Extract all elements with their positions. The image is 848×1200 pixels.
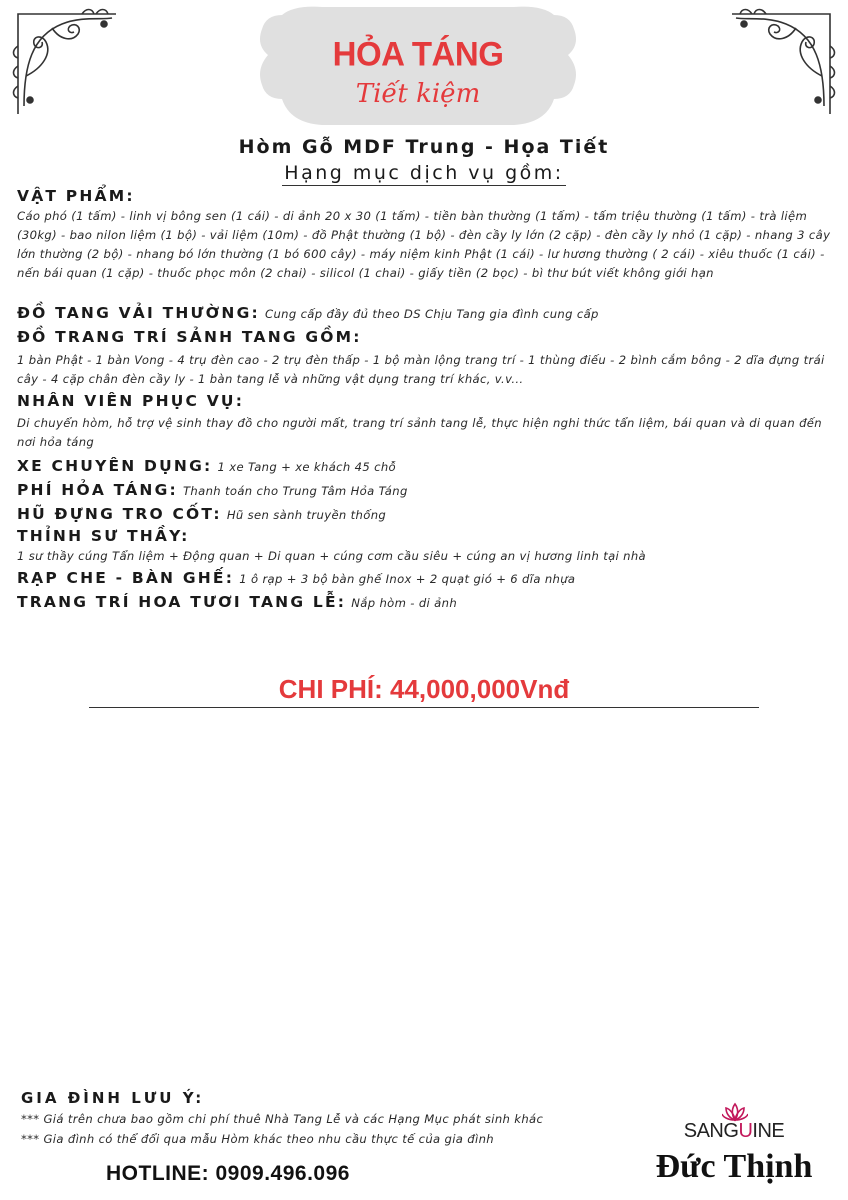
section-xe [17, 454, 832, 478]
section-text: Hũ sen sành truyền thống [226, 508, 387, 522]
divider [89, 707, 759, 708]
section-hoa-tuoi [17, 590, 832, 614]
logo-brand-accent: U [738, 1120, 753, 1142]
logo-name: Đức Thịnh [655, 1148, 813, 1185]
scope-title-text: Hạng mục dịch vụ gồm: [284, 162, 564, 184]
section-label: ĐỒ TRANG TRÍ SẢNH TANG GỒM: [17, 328, 362, 346]
section-vat-pham [17, 186, 832, 283]
corner-ornament-right-icon [728, 6, 836, 118]
section-text: 1 ô rạp + 3 bộ bàn ghế Inox + 2 quạt gió + 6 dĩa nhựa [239, 572, 576, 586]
section-label: TRANG TRÍ HOA TƯƠI TANG LỄ: [17, 593, 347, 611]
section-text: 1 bàn Phật - 1 bàn Vong - 4 trụ đèn cao - 2 trụ đèn thấp - 1 bộ màn lộng trang trí - 1 thùng điếu - 2 bình cắm bông - 2 dĩa đựng trái cây - 4 cặp chân đèn cầy ly - 1 bàn tang lễ và những vật dụng trang trí khác, v.v... [17, 353, 825, 386]
total-cost: CHI PHÍ: 44,000,000Vnđ [278, 674, 570, 704]
section-text: Nắp hòm - di ảnh [351, 596, 458, 610]
lotus-icon [722, 1102, 748, 1122]
section-thinh-su [17, 526, 832, 566]
section-label: RẠP CHE - BÀN GHẾ: [17, 569, 235, 587]
section-text: 1 xe Tang + xe khách 45 chỗ [217, 460, 396, 474]
logo-brand-part: INE [752, 1120, 785, 1142]
section-text: Thanh toán cho Trung Tâm Hỏa Táng [183, 484, 408, 498]
section-rap-che [17, 566, 832, 590]
section-hu-dung [17, 502, 832, 526]
hotline: HOTLINE: 0909.496.096 [106, 1162, 350, 1185]
corner-ornament-left-icon [12, 6, 120, 118]
section-text: 1 sư thầy cúng Tẩn liệm + Động quan + Di quan + cúng cơm cầu siêu + cúng an vị hương linh tại nhà [17, 549, 646, 563]
brand-logo [634, 1100, 834, 1192]
section-label: XE CHUYÊN DỤNG: [17, 457, 213, 475]
logo-brand [634, 1120, 834, 1143]
section-label: ĐỒ TANG VẢI THƯỜNG: [17, 304, 260, 322]
section-label: VẬT PHẨM: [17, 187, 135, 205]
note-item: *** Gia đình có thể đổi qua mẫu Hòm khác theo nhu cầu thực tế của gia đình [21, 1132, 494, 1146]
family-notes [21, 1088, 661, 1149]
product-title: Hòm Gỗ MDF Trung - Họa Tiết [238, 136, 610, 158]
service-list [17, 186, 832, 614]
section-nhan-vien [17, 391, 832, 452]
section-text: Cung cấp đầy đủ theo DS Chịu Tang gia đình cung cấp [265, 307, 599, 321]
section-label: NHÂN VIÊN PHỤC VỤ: [17, 392, 245, 410]
section-label: PHÍ HỎA TÁNG: [17, 481, 178, 499]
banner-subtitle: Tiết kiệm [355, 79, 481, 109]
section-phi-hoa-tang [17, 478, 832, 502]
section-label: HŨ ĐỰNG TRO CỐT: [17, 505, 222, 523]
section-label: THỈNH SƯ THẦY: [17, 527, 190, 545]
section-do-trang-tri [17, 327, 832, 389]
section-do-tang [17, 301, 832, 325]
logo-brand-part: SANG [683, 1120, 739, 1142]
notes-label: GIA ĐÌNH LƯU Ý: [21, 1089, 205, 1107]
banner-title: HỎA TÁNG [332, 34, 504, 73]
section-text: Cáo phó (1 tấm) - linh vị bông sen (1 cái) - di ảnh 20 x 30 (1 tấm) - tiền bàn thường (1 tấm) - tấm triệu thường (1 tấm) - trà liệm (30kg) - bao nilon liệm (1 bộ) - vải liệm (10m) - đồ Phật thường (1 bộ) - đèn cầy ly lớn (2 cặp) - đèn cầy ly nhỏ (1 cặp) - nhang 3 cây lớn thường (2 bộ) - nhang bó lớn thường (1 bó 600 cây) - máy niệm kinh Phật (1 cái) - lư hương thường ( 2 cái) - xiêu thuốc (1 cái) - nến bái quan (1 cặp) - thuốc phọc môn (2 chai) - silicol (1 chai) - giấy tiền (2 bọc) - bì thư bút viết không giới hạn [17, 209, 831, 280]
header-banner [252, 5, 584, 133]
section-text: Di chuyển hòm, hỗ trợ vệ sinh thay đồ cho người mất, trang trí sảnh tang lễ, thực hiện nghi thức tẩn liệm, bái quan và di quan đến nơi hỏa táng [17, 416, 822, 449]
note-item: *** Giá trên chưa bao gồm chi phí thuê Nhà Tang Lễ và các Hạng Mục phát sinh khác [21, 1112, 544, 1126]
scope-title [0, 162, 848, 184]
